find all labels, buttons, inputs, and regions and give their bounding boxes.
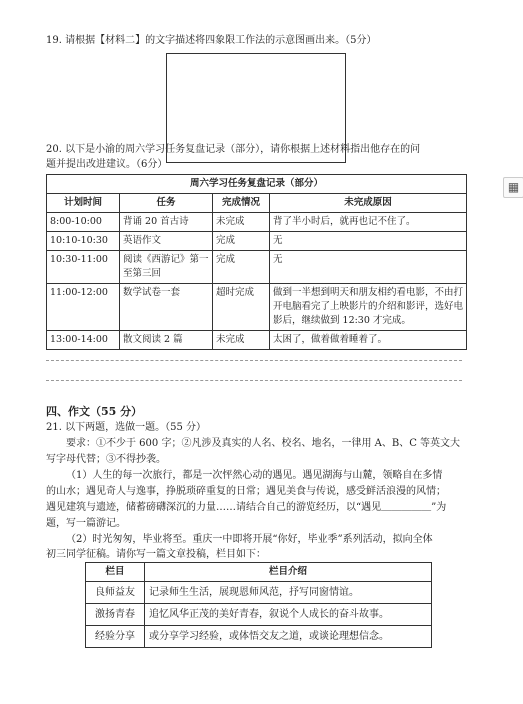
row-task: 英语作文	[120, 232, 213, 251]
q21-option1-line2: 的山水；遇见奇人与逸事，挣脱琐碎重复的日常；遇见美食与传说，感受鲜活浪漫的风情；	[46, 486, 446, 497]
row-task: 背诵 20 首古诗	[120, 213, 213, 232]
header-task: 任务	[120, 194, 213, 213]
row-time: 10:10-10:30	[47, 232, 120, 251]
row-reason: 背了半小时后，就再也记不住了。	[270, 213, 467, 232]
table-row	[86, 582, 432, 604]
row-status: 未完成	[213, 213, 270, 232]
q21-requirements-line2: 写字母代替；③不得抄袭。	[46, 454, 166, 465]
q20-prompt-line1: 20. 以下是小渝的周六学习任务复盘记录（部分），请你根据上述材料指出他存在的问	[46, 144, 421, 155]
row-reason: 做到一半想到明天和朋友相约看电影，不由打开电脑看完了上映影片的介绍和影评，选好电影后，继续做到 12:30 才完成。	[270, 284, 467, 331]
column-desc: 追忆风华正茂的美好青春，叙说个人成长的奋斗故事。	[145, 604, 432, 626]
column-name: 经验分享	[86, 626, 145, 648]
answer-line-2[interactable]	[46, 380, 462, 381]
table-row	[47, 213, 467, 232]
column-desc: 记录师生生活，展现恩师风范，抒写同窗情谊。	[145, 582, 432, 604]
table-row	[47, 251, 467, 284]
row-status: 超时完成	[213, 284, 270, 331]
row-status: 未完成	[213, 331, 270, 350]
row-time: 11:00-12:00	[47, 284, 120, 331]
row-reason: 无	[270, 232, 467, 251]
row-task: 阅读《西游记》第一至第三回	[120, 251, 213, 284]
q21-option2-line1: （2）时光匆匆，毕业将至。重庆一中即将开展“你好，毕业季”系列活动，拟向全体	[66, 534, 433, 545]
row-task: 散文阅读 2 篇	[120, 331, 213, 350]
grid-icon[interactable]: ▦	[503, 177, 523, 198]
header-time: 计划时间	[47, 194, 120, 213]
review-table	[46, 174, 467, 350]
column-name: 良师益友	[86, 582, 145, 604]
column-desc: 或分享学习经验，或体悟交友之道，或谈论理想信念。	[145, 626, 432, 648]
table-row	[47, 284, 467, 331]
column-table	[85, 562, 432, 648]
row-time: 8:00-10:00	[47, 213, 120, 232]
table-row	[86, 604, 432, 626]
q21-requirements-line1: 要求：①不少于 600 字；②凡涉及真实的人名、校名、地名，一律用 A、B、C 等英文大	[66, 438, 461, 449]
table-row	[47, 331, 467, 350]
row-time: 13:00-14:00	[47, 331, 120, 350]
header-status: 完成情况	[213, 194, 270, 213]
row-status: 完成	[213, 251, 270, 284]
row-reason: 无	[270, 251, 467, 284]
q21-option1-line4: 题，写一篇游记。	[46, 518, 126, 529]
review-table-title: 周六学习任务复盘记录（部分）	[47, 175, 467, 194]
section-title: 四、作文（55 分）	[46, 405, 143, 418]
col-header-desc: 栏目介绍	[145, 563, 432, 582]
q21-option1-line1: （1）人生的每一次旅行，都是一次怦然心动的遇见。遇见湖海与山麓，领略自在多情	[66, 470, 443, 481]
q21-prompt: 21. 以下两题，选做一题。（55 分）	[46, 422, 206, 433]
table-row	[86, 626, 432, 648]
q20-prompt-line2: 题并提出改进建议。（6分）	[46, 159, 168, 170]
q21-option1-line3: 遇见建筑与遗迹，储蓄磅礴深沉的力量……请结合自己的游览经历，以“遇见＿＿＿＿＿”为	[46, 502, 447, 513]
col-header-name: 栏目	[86, 563, 145, 582]
header-reason: 未完成原因	[270, 194, 467, 213]
q21-option2-line2: 初三同学征稿。请你写一篇文章投稿，栏目如下：	[46, 549, 266, 560]
row-status: 完成	[213, 232, 270, 251]
table-row	[47, 232, 467, 251]
row-task: 数学试卷一套	[120, 284, 213, 331]
q19-prompt: 19. 请根据【材料二】的文字描述将四象限工作法的示意图画出来。（5分）	[46, 35, 377, 46]
column-name: 激扬青春	[86, 604, 145, 626]
answer-line-1[interactable]	[46, 360, 462, 361]
row-time: 10:30-11:00	[47, 251, 120, 284]
row-reason: 太困了，做着做着睡着了。	[270, 331, 467, 350]
